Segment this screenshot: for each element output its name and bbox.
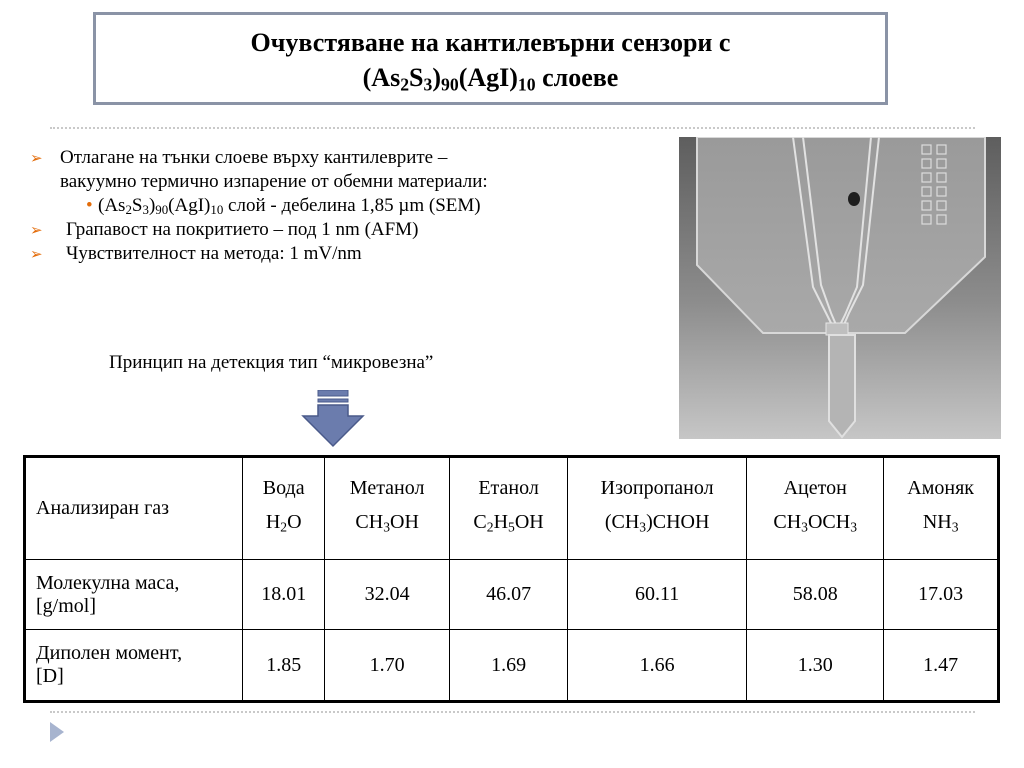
mass-value: 18.01 (243, 560, 325, 630)
gas-name: Метанол (349, 477, 425, 499)
gas-header-cell (325, 457, 450, 560)
gas-header-cell (568, 457, 747, 560)
bullet-deposition: ➢ Отлагане на тънки слоеве върху кантилеврите – вакуумно термично изпарение от обемни материали: (30, 147, 488, 192)
table-row-mass (25, 560, 999, 630)
dipole-value: 1.30 (747, 630, 884, 702)
dipole-value: 1.85 (243, 630, 325, 702)
gas-header-cell (243, 457, 325, 560)
gas-formula: $C_2H_5OH$ (473, 511, 544, 535)
gas-formula: $CH_3OH$ (355, 511, 419, 535)
cantilever-sem-image (679, 137, 1001, 439)
gas-header-cell (747, 457, 884, 560)
bullet-list (28, 146, 668, 266)
down-arrow-icon (301, 390, 365, 448)
bullet-arrow-icon: ➢ (30, 245, 43, 263)
row-label-mass: Молекулна маса, [g/mol] (25, 560, 243, 630)
detection-principle: Принцип на детекция тип “микровезна” (109, 352, 434, 373)
bullet-sensitivity: ➢ Чувствителност на метода: 1 mV/nm (30, 243, 362, 264)
gas-formula: $(CH_3)CHOH$ (604, 511, 710, 535)
gas-header-cell (884, 457, 999, 560)
mass-value: 58.08 (747, 560, 884, 630)
title-line-1: Очувстяване на кантилевърни сензори с (250, 28, 731, 57)
bullet-dot-icon: • (86, 195, 93, 216)
bullet-arrow-icon: ➢ (30, 149, 43, 167)
dipole-value: 1.66 (568, 630, 747, 702)
bullet-arrow-icon: ➢ (30, 221, 43, 239)
dipole-value: 1.69 (449, 630, 567, 702)
mass-value: 60.11 (568, 560, 747, 630)
gas-name: Етанол (478, 477, 539, 499)
table-row-gas (25, 457, 999, 560)
next-slide-triangle-icon[interactable] (50, 722, 64, 742)
gas-formula: $H_2O$ (265, 511, 302, 535)
row-label-dipole: Диполен момент, [D] (25, 630, 243, 702)
mass-value: 17.03 (884, 560, 999, 630)
row-label-gas: Анализиран газ (25, 457, 243, 560)
bottom-divider (50, 711, 975, 713)
mass-value: 46.07 (449, 560, 567, 630)
top-divider (50, 127, 975, 129)
slide-title (93, 12, 888, 105)
gas-name: Ацетон (783, 477, 847, 499)
gas-name: Вода (262, 477, 305, 499)
bullet-thickness: • $(As_2S_3)_{90}(AgI)_{10}$ слой - дебелина 1,85 µm (SEM) (86, 195, 481, 218)
mass-value: 32.04 (325, 560, 450, 630)
title-line-2: $(As_2S_3)_{90}(AgI)_{10}$ слоеве (362, 63, 619, 95)
gas-formula: $NH_3$ (922, 511, 959, 535)
gas-name: Изопропанол (600, 477, 714, 499)
dipole-value: 1.47 (884, 630, 999, 702)
gas-header-cell (449, 457, 567, 560)
gas-properties-table (23, 455, 1000, 703)
dipole-value: 1.70 (325, 630, 450, 702)
bullet-roughness: ➢ Грапавост на покритието – под 1 nm (AFM) (30, 219, 419, 240)
gas-formula: $CH_3OCH_3$ (773, 511, 857, 535)
table-row-dipole (25, 630, 999, 702)
gas-name: Амоняк (907, 477, 975, 499)
